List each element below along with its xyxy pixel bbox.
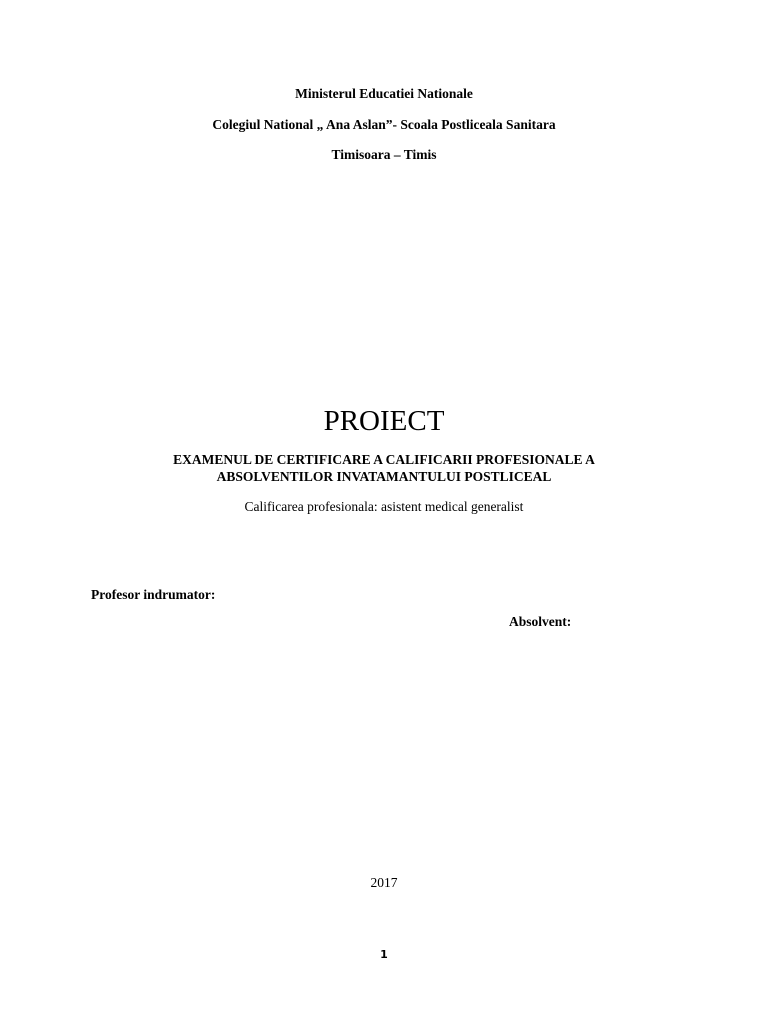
city-heading: Timisoara – Timis xyxy=(331,147,437,162)
exam-title-line-1: EXAMENUL DE CERTIFICARE A CALIFICARII PROFESIONALE A xyxy=(173,452,595,467)
year-text: 2017 xyxy=(370,875,398,890)
qualification-text: Calificarea profesionala: asistent medical generalist xyxy=(244,499,524,514)
exam-title-line-2: ABSOLVENTILOR INVATAMANTULUI POSTLICEAL xyxy=(216,469,552,484)
page-title: PROIECT xyxy=(323,405,445,437)
ministry-heading: Ministerul Educatiei Nationale xyxy=(295,86,473,101)
college-heading: Colegiul National „ Ana Aslan”- Scoala Postliceala Sanitara xyxy=(212,117,556,132)
page-number: 1 xyxy=(380,948,388,961)
teacher-label: Profesor indrumator: xyxy=(91,587,216,602)
graduate-label: Absolvent: xyxy=(509,614,572,629)
